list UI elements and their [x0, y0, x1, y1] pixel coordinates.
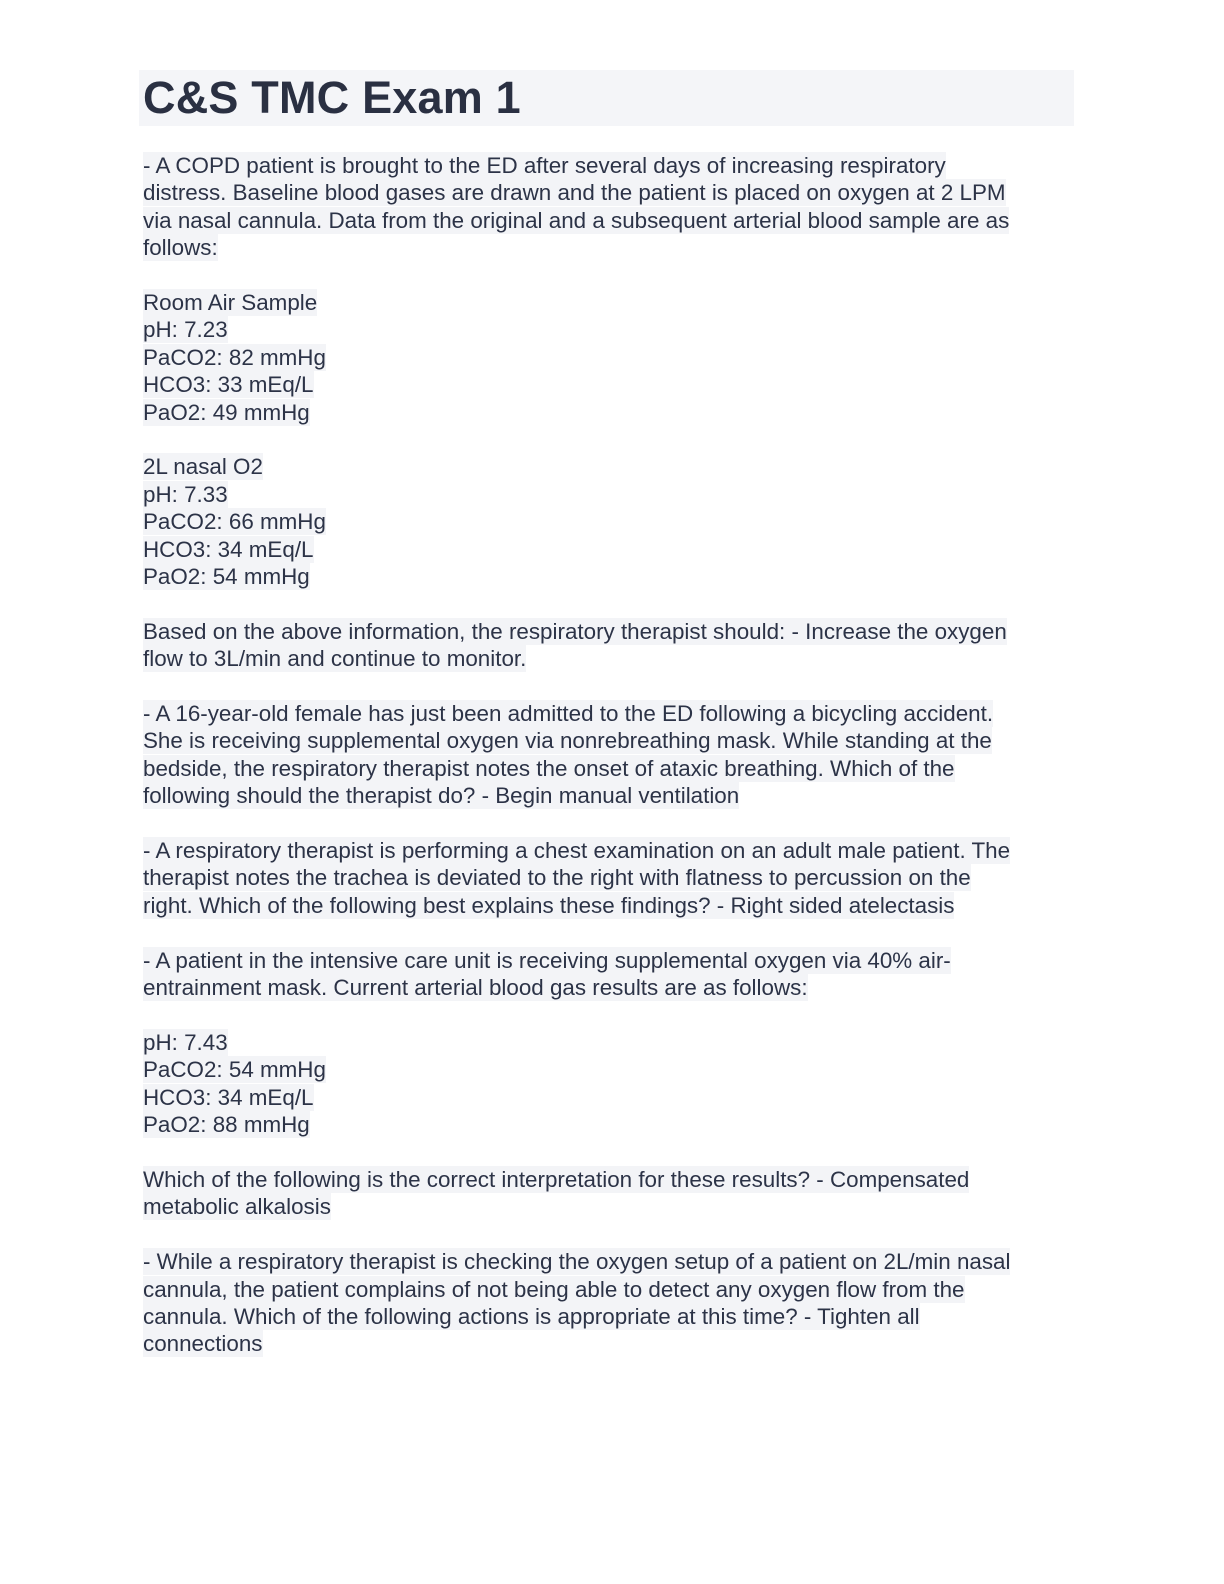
- text-line: [143, 974, 1074, 1001]
- text-line: [143, 399, 1074, 426]
- paragraph-gap: [143, 590, 1074, 617]
- text-block: [143, 947, 1074, 1002]
- text-line-content: right. Which of the following best explains these findings? - Right sided atelectasis: [143, 892, 955, 918]
- text-block: [143, 1166, 1074, 1221]
- text-line-content: entrainment mask. Current arterial blood gas results are as follows:: [143, 975, 808, 1001]
- text-line-content: via nasal cannula. Data from the original and a subsequent arterial blood sample are as: [143, 207, 1010, 233]
- text-line: [143, 316, 1074, 343]
- text-block: [143, 1248, 1074, 1358]
- text-line: [143, 618, 1074, 645]
- text-line-content: - A respiratory therapist is performing a chest examination on an adult male patient. The: [143, 838, 1011, 864]
- text-line: [143, 179, 1074, 206]
- text-line-content: PaCO2: 54 mmHg: [143, 1057, 326, 1083]
- text-line: [143, 947, 1074, 974]
- text-line-content: pH: 7.33: [143, 481, 228, 507]
- text-line-content: PaCO2: 82 mmHg: [143, 344, 326, 370]
- text-line-content: PaCO2: 66 mmHg: [143, 509, 326, 535]
- text-line: [143, 700, 1074, 727]
- text-line: [143, 563, 1074, 590]
- text-line-content: pH: 7.43: [143, 1029, 228, 1055]
- text-line-content: PaO2: 54 mmHg: [143, 564, 310, 590]
- document-body: [139, 152, 1074, 1358]
- text-line: [143, 1029, 1074, 1056]
- text-line-content: flow to 3L/min and continue to monitor.: [143, 646, 527, 672]
- text-line-content: She is receiving supplemental oxygen via nonrebreathing mask. While standing at the: [143, 728, 992, 754]
- text-line: [143, 289, 1074, 316]
- text-line-content: Room Air Sample: [143, 290, 318, 316]
- paragraph-gap: [143, 1221, 1074, 1248]
- text-block: [143, 152, 1074, 262]
- text-line-content: cannula, the patient complains of not being able to detect any oxygen flow from the: [143, 1276, 965, 1302]
- text-block: [143, 1029, 1074, 1139]
- paragraph-gap: [143, 919, 1074, 946]
- text-line: [143, 1111, 1074, 1138]
- text-line: [143, 755, 1074, 782]
- text-line: [143, 645, 1074, 672]
- text-line-content: HCO3: 34 mEq/L: [143, 536, 314, 562]
- paragraph-gap: [143, 810, 1074, 837]
- text-block: [143, 837, 1074, 919]
- document-page: [139, 70, 1074, 1358]
- text-line-content: cannula. Which of the following actions is appropriate at this time? - Tighten all: [143, 1303, 920, 1329]
- text-line-content: - A patient in the intensive care unit is receiving supplemental oxygen via 40% air-: [143, 947, 951, 973]
- text-line-content: HCO3: 33 mEq/L: [143, 372, 314, 398]
- text-block: [143, 700, 1074, 810]
- text-line-content: pH: 7.23: [143, 317, 228, 343]
- text-line: [143, 837, 1074, 864]
- text-line-content: - While a respiratory therapist is checking the oxygen setup of a patient on 2L/min nasal: [143, 1249, 1011, 1275]
- text-line: [143, 453, 1074, 480]
- text-line-content: PaO2: 88 mmHg: [143, 1112, 310, 1138]
- paragraph-gap: [143, 426, 1074, 453]
- text-line: [143, 892, 1074, 919]
- text-line: [143, 508, 1074, 535]
- text-line: [143, 1084, 1074, 1111]
- text-block: [143, 618, 1074, 673]
- text-line: [143, 536, 1074, 563]
- title-bar: [139, 70, 1074, 126]
- text-line-content: Based on the above information, the respiratory therapist should: - Increase the oxygen: [143, 618, 1007, 644]
- text-line: [143, 1166, 1074, 1193]
- paragraph-gap: [143, 673, 1074, 700]
- text-line-content: connections: [143, 1331, 263, 1357]
- text-line-content: bedside, the respiratory therapist notes the onset of ataxic breathing. Which of the: [143, 755, 955, 781]
- text-line: [143, 1056, 1074, 1083]
- text-line-content: 2L nasal O2: [143, 454, 263, 480]
- text-line: [143, 1248, 1074, 1275]
- paragraph-gap: [143, 262, 1074, 289]
- text-line: [143, 1303, 1074, 1330]
- text-line: [143, 782, 1074, 809]
- paragraph-gap: [143, 1139, 1074, 1166]
- text-line: [143, 1330, 1074, 1357]
- text-block: [143, 453, 1074, 590]
- text-line: [143, 481, 1074, 508]
- text-line: [143, 864, 1074, 891]
- text-line: [143, 152, 1074, 179]
- text-line-content: - A 16-year-old female has just been admitted to the ED following a bicycling accident.: [143, 701, 994, 727]
- text-line-content: HCO3: 34 mEq/L: [143, 1084, 314, 1110]
- text-line: [143, 1193, 1074, 1220]
- text-line-content: PaO2: 49 mmHg: [143, 399, 310, 425]
- text-line-content: metabolic alkalosis: [143, 1194, 331, 1220]
- text-line-content: following should the therapist do? - Begin manual ventilation: [143, 783, 740, 809]
- text-line: [143, 234, 1074, 261]
- text-line: [143, 344, 1074, 371]
- text-line: [143, 207, 1074, 234]
- text-line-content: - A COPD patient is brought to the ED after several days of increasing respiratory: [143, 153, 946, 178]
- text-line: [143, 727, 1074, 754]
- text-line-content: Which of the following is the correct interpretation for these results? - Compensated: [143, 1166, 970, 1192]
- text-block: [143, 289, 1074, 426]
- text-line-content: distress. Baseline blood gases are drawn and the patient is placed on oxygen at 2 LPM: [143, 180, 1006, 206]
- text-line-content: therapist notes the trachea is deviated to the right with flatness to percussion on the: [143, 865, 971, 891]
- text-line: [143, 371, 1074, 398]
- document-title: C&S TMC Exam 1: [143, 72, 521, 123]
- text-line-content: follows:: [143, 235, 218, 261]
- paragraph-gap: [143, 1002, 1074, 1029]
- text-line: [143, 1276, 1074, 1303]
